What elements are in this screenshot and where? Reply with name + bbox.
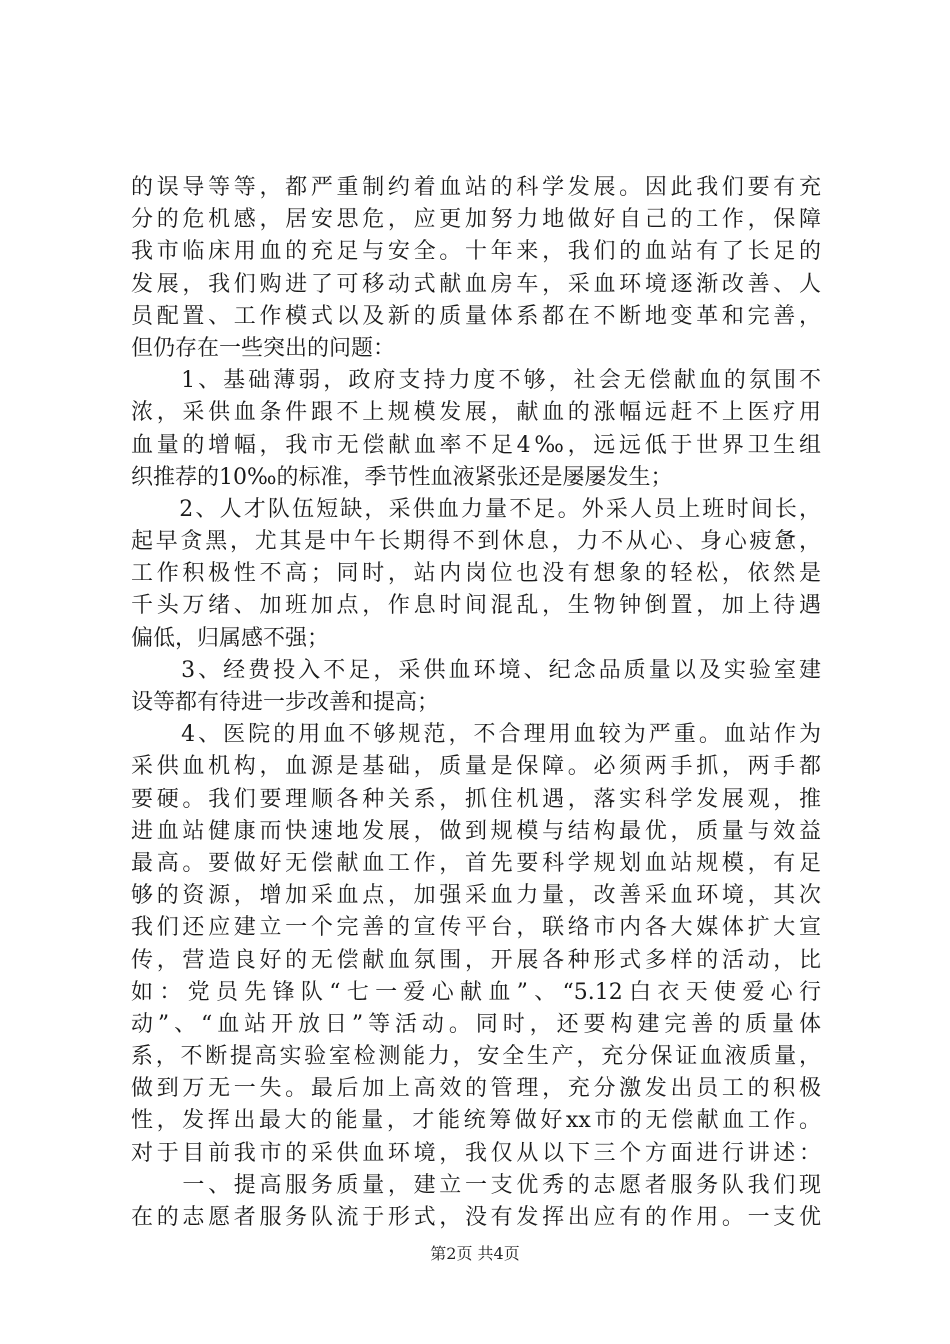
text-line: 血量的增幅，我市无偿献血率不足4‰，远远低于世界卫生组	[131, 432, 821, 458]
text-line: 够的资源，增加采血点，加强采血力量，改善采血环境，其次	[131, 883, 821, 909]
text-line: 4、医院的用血不够规范，不合理用血较为严重。血站作为	[131, 722, 821, 748]
text-line: 千头万绪、加班加点，作息时间混乱，生物钟倒置，加上待遇	[131, 593, 821, 619]
text-line: 3、经费投入不足，采供血环境、纪念品质量以及实验室建	[131, 657, 821, 683]
text-line: 一、提高服务质量，建立一支优秀的志愿者服务队我们现	[131, 1172, 821, 1198]
text-line: 偏低，归属感不强；	[131, 625, 330, 651]
text-line: 设等都有待进一步改善和提高；	[131, 690, 440, 715]
text-line: 系，不断提高实验室检测能力，安全生产，充分保证血液质量，	[131, 1044, 821, 1070]
text-line: 织推荐的10‰的标准，季节性血液紧张还是屡屡发生；	[131, 464, 673, 490]
text-line: 浓，采供血条件跟不上规模发展，献血的涨幅远赶不上医疗用	[131, 400, 821, 426]
text-line: 我们还应建立一个完善的宣传平台，联络市内各大媒体扩大宣	[131, 915, 821, 941]
text-line: 动”、“血站开放日”等活动。同时，还要构建完善的质量体	[131, 1011, 821, 1037]
text-line: 分的危机感，居安思危，应更加努力地做好自己的工作，保障	[131, 207, 821, 233]
text-line: 但仍存在一些突出的问题：	[131, 335, 396, 361]
text-line: 传，营造良好的无偿献血氛围，开展各种形式多样的活动，比	[131, 947, 821, 973]
text-line: 在的志愿者服务队流于形式，没有发挥出应有的作用。一支优	[131, 1205, 821, 1230]
text-line: 2、人才队伍短缺，采供血力量不足。外采人员上班时间长，	[131, 496, 821, 522]
text-line: 的误导等等，都严重制约着血站的科学发展。因此我们要有充	[131, 175, 821, 200]
text-line: 进血站健康而快速地发展，做到规模与结构最优，质量与效益	[131, 818, 821, 844]
text-line: 采供血机构，血源是基础，质量是保障。必须两手抓，两手都	[131, 754, 821, 780]
page-footer: 第2页 共4页	[430, 1244, 520, 1263]
text-line: 要硬。我们要理顺各种关系，抓住机遇，落实科学发展观，推	[131, 786, 821, 812]
text-line: 起早贪黑，尤其是中午长期得不到休息，力不从心、身心疲惫，	[131, 529, 821, 555]
text-line: 发展，我们购进了可移动式献血房车，采血环境逐渐改善、人	[131, 271, 821, 297]
text-line: 最高。要做好无偿献血工作，首先要科学规划血站规模，有足	[131, 850, 821, 876]
text-line: 如：党员先锋队“七一爱心献血”、“5.12白衣天使爱心行	[131, 979, 821, 1005]
text-line: 对于目前我市的采供血环境，我仅从以下三个方面进行讲述：	[131, 1140, 821, 1166]
text-line: 我市临床用血的充足与安全。十年来，我们的血站有了长足的	[131, 239, 821, 265]
text-line: 工作积极性不高；同时，站内岗位也没有想象的轻松，依然是	[131, 561, 821, 587]
document-body	[131, 172, 821, 1234]
text-line: 性，发挥出最大的能量，才能统筹做好xx市的无偿献血工作。	[131, 1108, 821, 1134]
text-line: 员配置、工作模式以及新的质量体系都在不断地变革和完善，	[131, 303, 821, 329]
text-line: 做到万无一失。最后加上高效的管理，充分激发出员工的积极	[131, 1076, 821, 1102]
text-line: 1、基础薄弱，政府支持力度不够，社会无偿献血的氛围不	[131, 368, 821, 394]
